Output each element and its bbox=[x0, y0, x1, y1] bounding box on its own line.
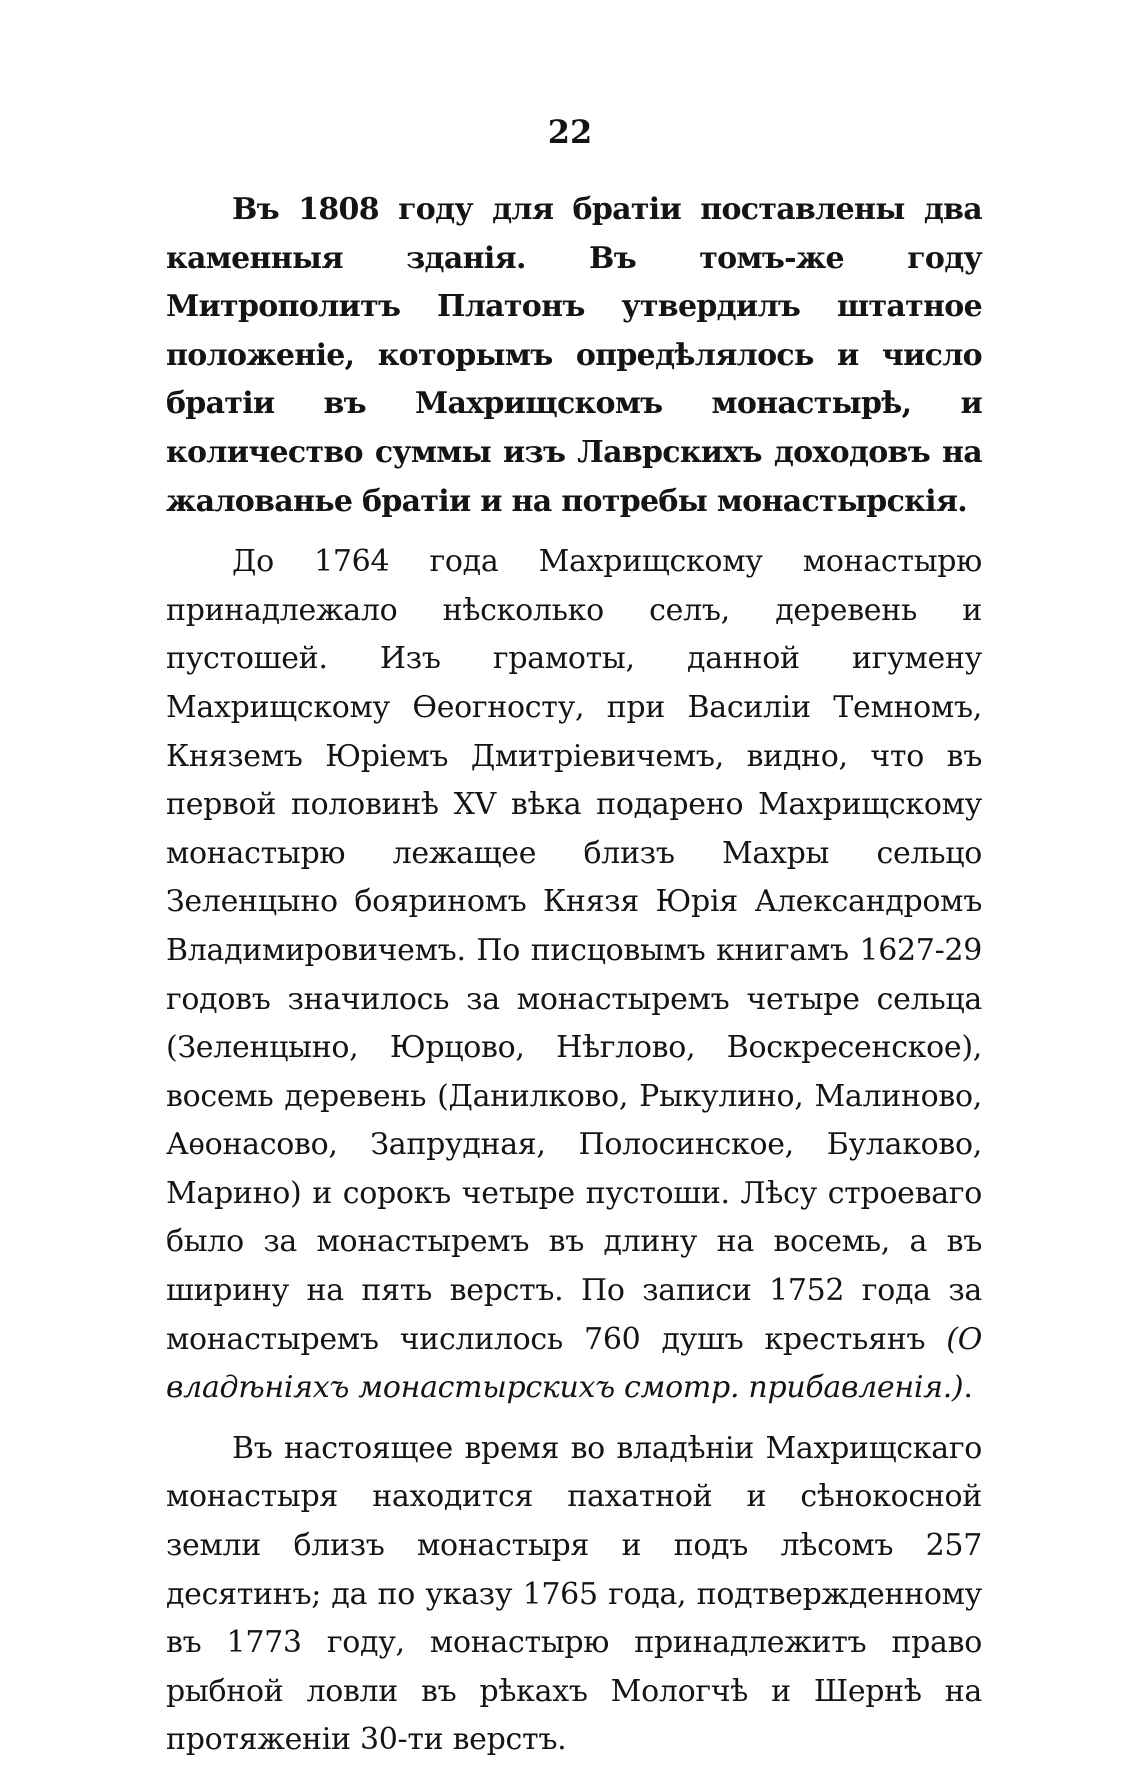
paragraph-2-tail: . bbox=[963, 1370, 973, 1406]
body-text bbox=[166, 186, 982, 1777]
paragraph-1: Въ 1808 году для братіи поставлены два каменныя зданія. Въ томъ-же году Митрополитъ Платонъ утвердилъ штатное положеніе, которымъ опредѣлялось и число братіи въ Махрищскомъ монастырѣ, и количество суммы изъ Лаврскихъ доходовъ на жалованье братіи и на потребы монастырскія. bbox=[166, 192, 982, 519]
page-number: 22 bbox=[547, 113, 593, 151]
paragraph-2-italic-reference: (О владѣніяхъ монастырскихъ смотр. прибавленія.) bbox=[166, 1321, 982, 1406]
paragraph-3: Въ настоящее время во владѣніи Махрищскаго монастыря находится пахатной и сѣнокосной земли близъ монастыря и подъ лѣсомъ 257 десятинъ; да по указу 1765 года, подтвержденному въ 1773 году, монастырю принадлежитъ право рыбной ловли въ рѣкахъ Мологчѣ и Шернѣ на протяженіи 30-ти верстъ. bbox=[166, 1430, 982, 1758]
paragraph-2 bbox=[166, 538, 982, 1413]
paragraph-2-text: До 1764 года Махрищскому монастырю принадлежало нѣсколько селъ, деревень и пустошей. Изъ грамоты, данной игумену Махрищскому Ѳеогносту, при Василіи Темномъ, Княземъ Юріемъ Дмитріевичемъ, видно, что въ первой половинѣ XV вѣка подарено Махрищскому монастырю лежащее близъ Махры сельцо Зеленцыно бояриномъ Князя Юрія Александромъ Владимировичемъ. По писцовымъ книгамъ 1627-29 годовъ значилось за монастыремъ четыре сельца (Зеленцыно, Юрцово, Нѣглово, Воскресенское), восемь деревень (Данилково, Рыкулино, Малиново, Аѳонасово, Запрудная, Полосинское, Булаково, Марино) и сорокъ четыре пустоши. Лѣсу строеваго было за монастыремъ въ длину на восемь, а въ ширину на пять верстъ. По записи 1752 года за монастыремъ числилось 760 душъ крестьянъ bbox=[166, 544, 982, 1357]
